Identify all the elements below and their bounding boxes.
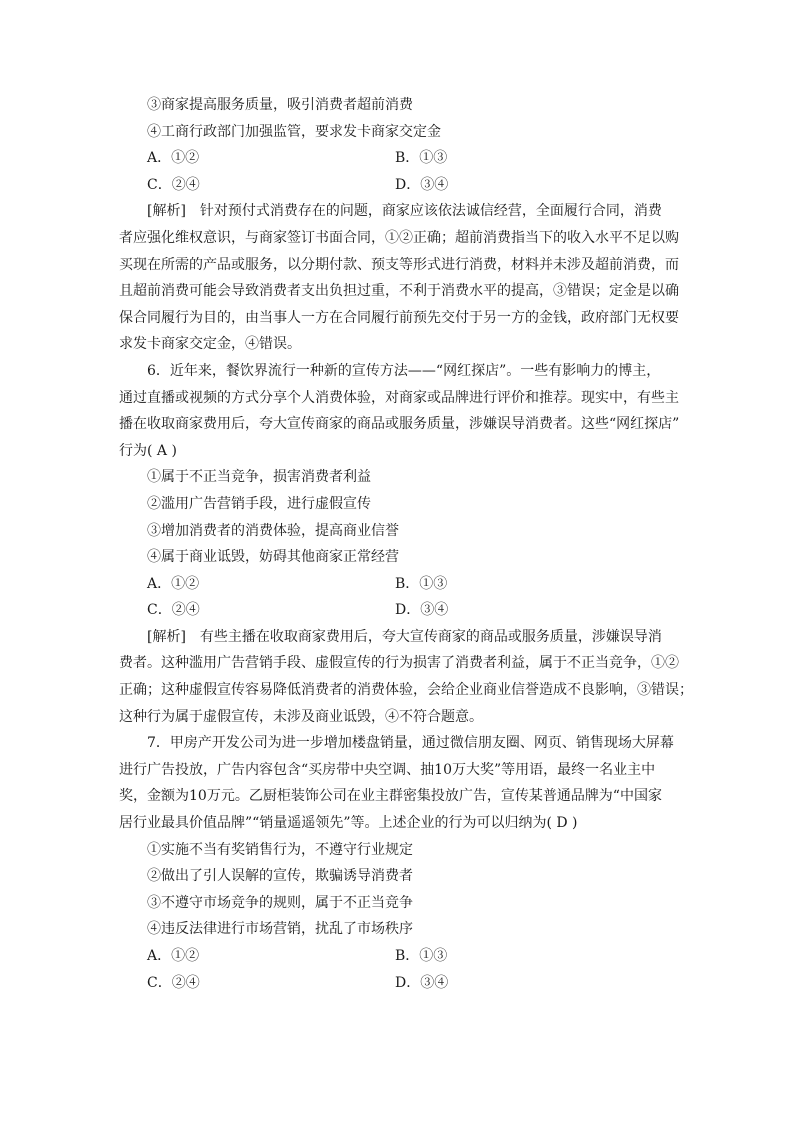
q6-stem-line: 6．近年来，餐饮界流行一种新的宣传方法——“网红探店”。一些有影响力的博主， (147, 362, 661, 379)
q6-analysis-line: 费者。这种滥用广告营销手段、虚假宣传的行为损害了消费者利益，属于不正当竞争，①② (119, 655, 679, 672)
q7-stem-line: 居行业最具价值品牌”“销量遥遥领先”等。上述企业的行为可以归纳为( D ) (119, 815, 578, 832)
q7-option-b: B．①③ (395, 948, 448, 964)
q7-options-row-1 (119, 943, 679, 970)
q5-analysis-line: 者应强化维权意识，与商家签订书面合同，①②正确；超前消费指当下的收入水平不足以购 (119, 229, 679, 246)
q5-options-row-1 (119, 145, 679, 172)
q5-option-b: B．①③ (395, 150, 448, 167)
q6-options-row-1 (119, 571, 679, 598)
q7-option-d: D．③④ (395, 974, 449, 991)
q6-stem-line: 播在收取商家费用后，夸大宣传商家的商品或服务质量，涉嫌误导消费者。这些“网红探店” (119, 416, 680, 433)
q5-analysis-line: 且超前消费可能会导致消费者支出负担过重，不利于消费水平的提高，③错误；定金是以确 (119, 283, 679, 300)
q5-analysis-line: 买现在所需的产品或服务，以分期付款、预支等形式进行消费，材料并未涉及超前消费，而 (119, 256, 679, 273)
q7-stem-line: 进行广告投放，广告内容包含“买房带中央空调、抽10万大奖”等用语，最终一名业主中 (119, 761, 656, 778)
q6-option-d: D．③④ (395, 602, 449, 619)
q5-analysis-line: 保合同履行为目的，由当事人一方在合同履行前预先交付于另一方的金钱，政府部门无权要 (119, 309, 679, 326)
q6-item-3: ③增加消费者的消费体验，提高商业信誉 (147, 522, 399, 539)
q5-option-d: D．③④ (395, 176, 449, 193)
q7-stem-line: 7．甲房产开发公司为进一步增加楼盘销量，通过微信朋友圈、网页、销售现场大屏幕 (147, 735, 674, 752)
q6-option-c: C．②④ (147, 602, 200, 619)
q7-option-a: A．①② (147, 948, 200, 964)
q6-stem-line: 行为( A ) (119, 442, 177, 459)
q7-stem-line: 奖，金额为10万元。乙厨柜装饰公司在业主群密集投放广告，宣传某普通品牌为“中国家 (119, 788, 662, 805)
q7-item-2: ②做出了引人误解的宣传，欺骗诱导消费者 (147, 868, 413, 885)
q7-options-row-2 (119, 970, 679, 997)
q6-analysis-line: 正确；这种虚假宣传容易降低消费者的消费体验，会给企业商业信誉造成不良影响，③错误； (119, 682, 693, 699)
q5-item-4: ④工商行政部门加强监管，要求发卡商家交定金 (147, 123, 441, 140)
document-content (119, 92, 693, 996)
q6-stem-line: 通过直播或视频的方式分享个人消费体验，对商家或品牌进行评价和推荐。现实中，有些主 (119, 389, 679, 406)
q5-option-a: A．①② (147, 150, 200, 167)
q7-item-3: ③不遵守市场竞争的规则，属于不正当竞争 (147, 894, 413, 911)
q5-option-c: C．②④ (147, 176, 200, 193)
q5-item-3: ③商家提高服务质量，吸引消费者超前消费 (147, 97, 413, 113)
q5-options-row-2 (119, 172, 679, 199)
q5-analysis-line: 求发卡商家交定金，④错误。 (119, 336, 301, 353)
q6-item-1: ①属于不正当竞争，损害消费者利益 (147, 469, 371, 486)
q5-analysis-line: [解析] 针对预付式消费存在的问题，商家应该依法诚信经营，全面履行合同，消费 (147, 203, 662, 220)
q6-item-4: ④属于商业诋毁，妨碍其他商家正常经营 (147, 549, 399, 566)
q6-options-row-2 (119, 597, 679, 624)
q7-item-4: ④违反法律进行市场营销，扰乱了市场秩序 (147, 921, 413, 938)
q6-option-a: A．①② (147, 575, 200, 592)
q6-analysis-line: [解析] 有些主播在收取商家费用后，夸大宣传商家的商品或服务质量，涉嫌误导消 (147, 628, 662, 645)
q6-analysis-line: 这种行为属于虚假宣传，未涉及商业诋毁，④不符合题意。 (119, 708, 483, 725)
q7-item-1: ①实施不当有奖销售行为，不遵守行业规定 (147, 841, 413, 858)
q6-option-b: B．①③ (395, 575, 448, 592)
q7-option-c: C．②④ (147, 974, 200, 991)
q6-item-2: ②滥用广告营销手段，进行虚假宣传 (147, 495, 371, 512)
